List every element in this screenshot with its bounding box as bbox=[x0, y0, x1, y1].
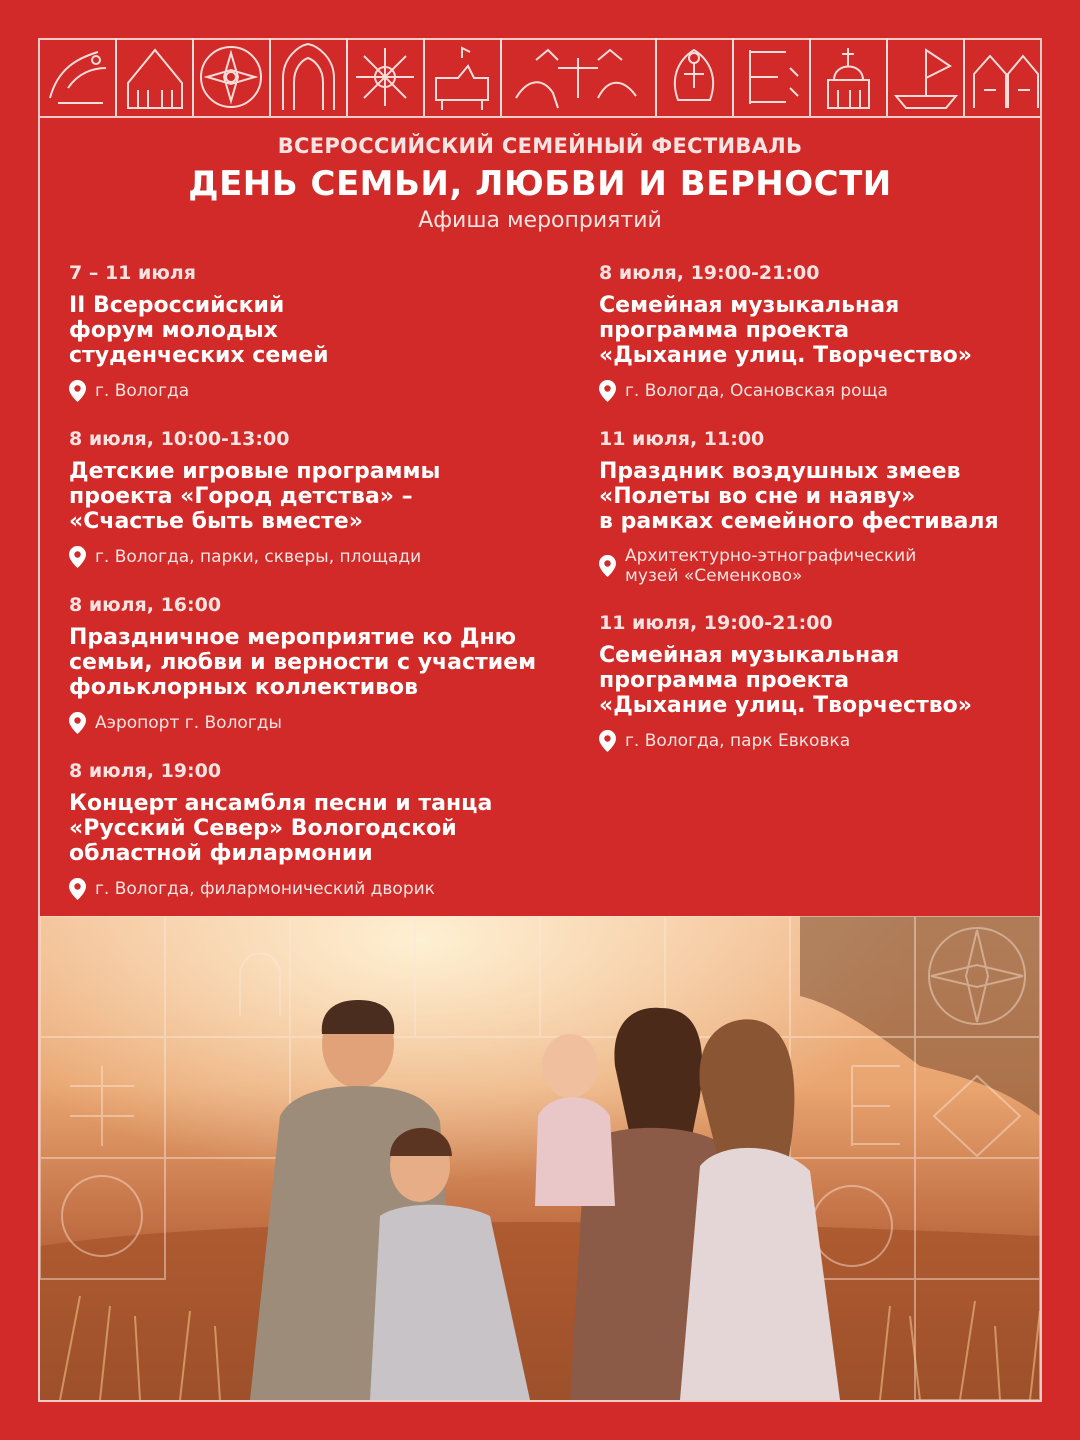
event-date: 11 июля, 19:00-21:00 bbox=[599, 612, 833, 634]
location-pin-icon bbox=[69, 546, 86, 568]
event-item bbox=[69, 760, 569, 900]
ornament-band bbox=[38, 38, 1042, 118]
event-date: 8 июля, 19:00-21:00 bbox=[599, 262, 820, 284]
event-item bbox=[599, 612, 1029, 752]
location-pin-icon bbox=[599, 730, 616, 752]
event-location-text: г. Вологда, филармонический дворик bbox=[95, 879, 435, 899]
event-item bbox=[69, 262, 569, 402]
location-pin-icon bbox=[69, 878, 86, 900]
event-item bbox=[599, 262, 1029, 402]
festival-subtitle: Афиша мероприятий bbox=[418, 208, 662, 233]
event-title: Праздник воздушных змеев «Полеты во сне и наяву» в рамках семейного фестиваля bbox=[599, 459, 999, 534]
events-right-column bbox=[599, 262, 1029, 778]
family-photo bbox=[40, 916, 1040, 1400]
event-location bbox=[69, 380, 569, 402]
family-photo-icon bbox=[40, 916, 1040, 1400]
event-title: Семейная музыкальная программа проекта «Дыхание улиц. Творчество» bbox=[599, 643, 972, 718]
event-title: II Всероссийский форум молодых студенческих семей bbox=[69, 293, 329, 368]
event-location-text: г. Вологда, парк Евковка bbox=[625, 731, 851, 751]
event-title: Детские игровые программы проекта «Город детства» – «Счастье быть вместе» bbox=[69, 459, 441, 534]
event-location bbox=[599, 730, 1029, 752]
location-pin-icon bbox=[599, 380, 616, 402]
event-location bbox=[69, 546, 569, 568]
event-location-text: г. Вологда bbox=[95, 381, 190, 401]
festival-title: ДЕНЬ СЕМЬИ, ЛЮБВИ И ВЕРНОСТИ bbox=[188, 164, 892, 204]
event-date: 8 июля, 10:00-13:00 bbox=[69, 428, 290, 450]
event-title: Праздничное мероприятие ко Дню семьи, любви и верности с участием фольклорных коллективов bbox=[69, 625, 537, 700]
location-pin-icon bbox=[69, 380, 86, 402]
event-date: 8 июля, 16:00 bbox=[69, 594, 222, 616]
event-date: 7 – 11 июля bbox=[69, 262, 196, 284]
event-location bbox=[69, 878, 569, 900]
event-date: 11 июля, 11:00 bbox=[599, 428, 765, 450]
location-pin-icon bbox=[69, 712, 86, 734]
event-title: Концерт ансамбля песни и танца «Русский Север» Вологодской областной филармонии bbox=[69, 791, 493, 866]
event-location bbox=[599, 380, 1029, 402]
event-item bbox=[69, 428, 569, 568]
event-location-text: Архитектурно-этнографический музей «Семенково» bbox=[625, 546, 917, 586]
event-location-text: г. Вологда, Осановская роща bbox=[625, 381, 888, 401]
event-title: Семейная музыкальная программа проекта «Дыхание улиц. Творчество» bbox=[599, 293, 972, 368]
event-item bbox=[599, 428, 1029, 586]
event-location bbox=[599, 546, 1029, 586]
event-location-text: г. Вологда, парки, скверы, площади bbox=[95, 547, 422, 567]
location-pin-icon bbox=[599, 555, 616, 577]
events-left-column bbox=[69, 262, 569, 926]
event-location bbox=[69, 712, 569, 734]
event-location-text: Аэропорт г. Вологды bbox=[95, 713, 282, 733]
festival-kicker: ВСЕРОССИЙСКИЙ СЕМЕЙНЫЙ ФЕСТИВАЛЬ bbox=[277, 134, 803, 158]
event-item bbox=[69, 594, 569, 734]
event-date: 8 июля, 19:00 bbox=[69, 760, 222, 782]
folk-ornament-icon bbox=[38, 38, 1042, 116]
header bbox=[40, 134, 1040, 233]
